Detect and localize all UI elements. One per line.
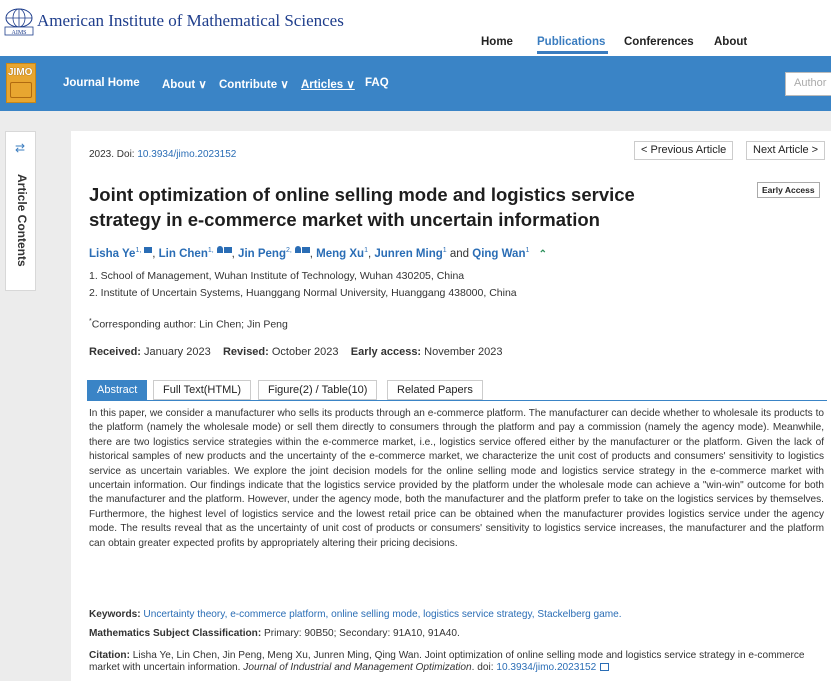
tab-full-text[interactable]: Full Text(HTML) [153, 380, 251, 400]
citation-doi-link[interactable]: 10.3934/jimo.2023152 [496, 662, 597, 673]
collapse-icon[interactable]: ⌃ [538, 249, 547, 260]
corresponding-author: *Corresponding author: Lin Chen; Jin Peng [89, 318, 288, 331]
jimo-logo-text: JIMO [8, 67, 33, 78]
author-link[interactable]: Junren Ming [374, 248, 443, 260]
nav-home[interactable]: Home [481, 36, 513, 48]
top-nav [0, 36, 831, 52]
site-header [0, 0, 831, 56]
nav-publications[interactable]: Publications [537, 36, 606, 48]
active-nav-indicator [537, 51, 608, 54]
author-search-input[interactable]: Author [785, 72, 831, 96]
email-icon[interactable] [224, 247, 232, 253]
article-contents-label: Article Contents [15, 174, 29, 267]
svg-text:AIMS: AIMS [11, 30, 27, 36]
article-title: Joint optimization of online selling mode and logistics service strategy in e-commerce market with uncertain information [89, 184, 635, 230]
article-contents-toggle[interactable] [5, 131, 36, 291]
author-link[interactable]: Lisha Ye [89, 248, 136, 260]
keyword-links[interactable]: Uncertainty theory, e-commerce platform, online selling mode, logistics service strategy, Stackelberg game. [143, 609, 622, 620]
nav-about[interactable]: About [714, 36, 748, 48]
journal-home-link[interactable]: Journal Home [63, 77, 140, 89]
affiliation-1: 1. School of Management, Wuhan Institute of Technology, Wuhan 430205, China [89, 270, 465, 282]
articles-menu[interactable]: Articles ∨ [301, 79, 355, 91]
email-icon[interactable] [302, 247, 310, 253]
previous-article-button[interactable]: < Previous Article [634, 141, 733, 160]
jimo-logo[interactable] [6, 63, 36, 103]
institute-name[interactable]: American Institute of Mathematical Sciences [37, 11, 344, 30]
tab-abstract[interactable]: Abstract [87, 380, 147, 400]
contribute-menu[interactable]: Contribute ∨ [219, 79, 289, 91]
doi-link[interactable]: 10.3934/jimo.2023152 [137, 149, 237, 160]
next-article-button[interactable]: Next Article > [746, 141, 825, 160]
tab-related-papers[interactable]: Related Papers [387, 380, 483, 400]
journal-about-menu[interactable]: About ∨ [162, 79, 207, 91]
tab-figures-tables[interactable]: Figure(2) / Table(10) [258, 380, 377, 400]
msc-classification: Mathematics Subject Classification: Primary: 90B50; Secondary: 91A10, 91A40. [89, 628, 460, 639]
corresponding-author-icon [295, 246, 301, 253]
author-link[interactable]: Lin Chen [158, 248, 208, 260]
corresponding-author-icon [217, 246, 223, 253]
year-doi [89, 149, 236, 160]
tab-divider [87, 400, 827, 401]
jimo-logo-graphic [10, 82, 32, 98]
nav-conferences[interactable]: Conferences [624, 36, 694, 48]
list-toggle-icon: ⇄ [15, 141, 26, 155]
journal-nav-bar [0, 56, 831, 111]
author-list: Lisha $Ye^{1,}$ , Lin Chen$^{1,}$ , Jin Peng$^{2,}$ , Meng Xu$^1$, Junren Ming$^1$ and Qing Wan$^1$ ⌃ [89, 247, 547, 260]
article-dates: Received: January 2023 Revised: October 2023 Early access: November 2023 [89, 346, 503, 358]
abstract-text: In this paper, we consider a manufacturer who sells its products through an e-commerce platform. The manufacturer can decide whether to wholesale its products to the platform (namely the wholesale mode) or sell them directly to consumers through the platform and pay a commission (namely the agency mode). Meanwhile, there are two logistics service strategies within the e-commerce market, i.e., logistics service offered either by the manufacturer or the platform. Given the lack of historical samples of new products and the uncertainty of the e-commerce market, we characterize the unit cost of products and consumers' sensitivity to logistics service as uncertain variables. We explore the joint decision models for the online selling mode and logistics service strategy in the e-commerce market with uncertain information. Our findings indicate that the logistics service provided by the platform under the wholesale mode can achieve a "win-win" outcome for both the manufacturer and the platform. However, under the agency mode, both the manufacturer and the platform prefer to take on the logistics services by themselves. Furthermore, the highest level of logistics service and the lowest retail price can be obtained when the manufacturer provides logistics service under the agency mode. The results reveal that as the uncertainty of unit cost of products or consumers' sensitivity to logistics service increases, the manufacturer and the platform can obtain greater expected profits by appropriately altering their pricing decisions. [89, 408, 824, 549]
faq-link[interactable]: FAQ [365, 77, 389, 89]
author-link[interactable]: Qing Wan [472, 248, 526, 260]
affiliation-2: 2. Institute of Uncertain Systems, Huanggang Normal University, Huanggang 438000, China [89, 287, 517, 299]
copy-icon[interactable] [600, 663, 609, 671]
early-access-badge: Early Access [757, 182, 820, 198]
aims-logo-icon[interactable] [4, 8, 34, 36]
author-link[interactable]: Jin Peng [238, 248, 286, 260]
keywords: Keywords: Uncertainty theory, e-commerce platform, online selling mode, logistics service strategy, Stackelberg game. [89, 609, 622, 620]
author-link[interactable]: Meng Xu [316, 248, 365, 260]
citation: Citation: Lisha Ye, Lin Chen, Jin Peng, Meng Xu, Junren Ming, Qing Wan. Joint optimization of online selling mode and logistics service strategy in e-commerce market with uncertain information. Journal of Industrial and Management Optimization. doi: 10.3934/jimo.2023152 [89, 650, 805, 673]
year-doi-prefix: 2023. Doi: [89, 149, 138, 160]
